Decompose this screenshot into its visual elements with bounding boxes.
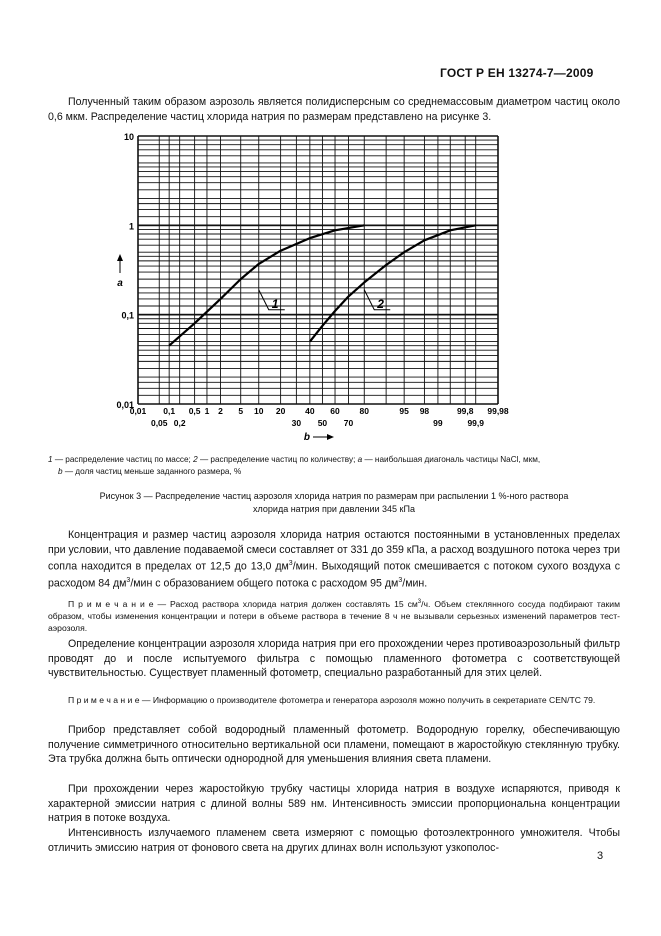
x-tick-label: 20 xyxy=(275,406,286,416)
legend-num-1: 1 xyxy=(48,455,53,464)
y-axis-label: a xyxy=(117,278,123,289)
legend-a: а xyxy=(357,455,363,464)
y-tick-label: 10 xyxy=(123,132,134,142)
x-tick-label: 50 xyxy=(317,418,328,428)
legend-line-1 xyxy=(48,454,608,466)
page-number: 3 xyxy=(597,850,604,862)
x-axis-label: b xyxy=(303,432,310,443)
x-axis-arrow-head xyxy=(327,434,334,440)
paragraph-evaporation: При прохождении через жаростойкую трубку частицы хлорида натрия в воздухе испаряются, приводя к характерной эмиссии натрия с длиной волны 589 нм. Интенсивность эмиссии пропорциональна концентрации натрия в потоке воздуха. xyxy=(48,783,620,825)
caption-line-2: хлорида натрия при давлении 345 кПа xyxy=(253,503,415,514)
note-1: П р и м е ч а н и е — Расход раствора хлорида натрия должен составлять 15 $см^3/ч$. Объем стеклянного сосуда подбирают таким образом, чтобы изменения концентрации и потери в объеме раствора в течение 8 ч не вызывали серьезных изменений параметров тест-аэрозоля. xyxy=(48,598,620,634)
paragraph-device: Прибор представляет собой водородный пламенный фотометр. Водородную горелку, обеспечивающую получение симметричного относительно вертикальной оси пламени, помещают в жаростойкую стеклянную трубку. Эта трубка должна быть оптически однородной для уменьшения влияния света пламени. xyxy=(48,724,620,766)
x-tick-label: 0,05 xyxy=(150,418,168,428)
legend-text-2: — распределение частиц по количеству; xyxy=(197,455,358,464)
curve-label-1: 1 xyxy=(271,296,279,311)
note-2: П р и м е ч а н и е — Информацию о производителе фотометра и генератора аэрозоля можно получить в секретариате CEN/TC 79. xyxy=(68,695,596,705)
caption-line-1: Рисунок 3 — Распределение частиц аэрозоля хлорида натрия по размерам при распылении 1 %-ного раствора xyxy=(99,491,569,501)
x-tick-label: 99 xyxy=(433,418,443,428)
note-label: П р и м е ч а н и е xyxy=(68,695,140,705)
x-tick-label: 5 xyxy=(238,406,244,416)
x-tick-label: 99,98 xyxy=(487,406,509,416)
x-tick-label: 1 xyxy=(204,406,210,416)
legend-num-2: 2 xyxy=(193,455,198,464)
legend-line-2 xyxy=(48,466,608,478)
x-tick-label: 70 xyxy=(343,418,354,428)
x-tick-label: 0,2 xyxy=(173,418,186,428)
x-tick-label: 0,1 xyxy=(163,406,176,416)
y-tick-label: 0,1 xyxy=(121,310,134,321)
y-axis-arrow-head xyxy=(117,254,123,261)
x-tick-label: 10 xyxy=(254,406,264,416)
x-tick-label: 0,01 xyxy=(129,406,147,416)
figure-legend xyxy=(48,454,608,478)
x-tick-label: 95 xyxy=(399,406,409,416)
paragraph-concentration: Концентрация и размер частиц аэрозоля хлорида натрия остаются постоянными в установленных пределах при условии, что давление подаваемой смеси составляет от 331 до 359 кПа, а расход воздушного потока через три сопла находится в пределах от 12,5 до 13,0 $дм^3$/мин. Выходящий поток смешивается с потоком сухого воздуха с расходом 84 $дм^3$/мин с образованием общего потока с расходом 95 $дм^3$/мин. xyxy=(48,529,620,590)
legend-text-1: — распределение частиц по массе; xyxy=(52,455,194,464)
legend-text-3: — наибольшая диагональ частицы NaCl, мкм, xyxy=(362,455,541,464)
x-tick-label: 80 xyxy=(359,406,369,416)
curve-label-2: 2 xyxy=(377,296,384,311)
paragraph-intensity: Интенсивность излучаемого пламенем света измеряют с помощью фотоэлектронного умножителя. Чтобы отличить эмиссию натрия от фонового света на других длинах волн используют узкополос- xyxy=(48,827,620,854)
x-tick-label: 30 xyxy=(291,418,302,428)
figure-caption xyxy=(48,490,620,515)
y-tick-label: 1 xyxy=(128,221,134,232)
chart-grid xyxy=(138,136,498,404)
intro-text: Полученный таким образом аэрозоль является полидисперсным со среднемассовым диаметром частиц около 0,6 мкм. Распределение частиц хлорида натрия по размерам представлено на рисунке 3. xyxy=(48,96,620,123)
x-tick-label: 99,9 xyxy=(467,418,484,428)
x-tick-label: 0,5 xyxy=(188,406,201,416)
x-tick-label: 40 xyxy=(305,406,315,416)
y-tick-label: 0,01 xyxy=(116,400,134,410)
paragraph-determination: Определение концентрации аэрозоля хлорида натрия при его прохождении через противоаэрозольный фильтр проводят до и после испытуемого фильтра с помощью пламенного фотометра с соответствующей чувствительностью. Существует пламенный фотометр, специально разработанный для этих целей. xyxy=(48,638,620,680)
x-tick-label: 60 xyxy=(330,406,340,416)
intro-paragraph xyxy=(48,95,620,124)
note-label: П р и м е ч а н и е xyxy=(68,598,154,609)
x-tick-label: 2 xyxy=(218,406,223,416)
legend-text-4: — доля частиц меньше заданного размера, % xyxy=(62,467,242,476)
x-tick-label: 98 xyxy=(419,406,430,416)
x-tick-label: 99,8 xyxy=(456,406,474,416)
document-header: ГОСТ Р ЕН 13274-7—2009 xyxy=(440,66,594,80)
legend-b: b xyxy=(58,467,63,476)
particle-distribution-chart xyxy=(100,128,530,458)
